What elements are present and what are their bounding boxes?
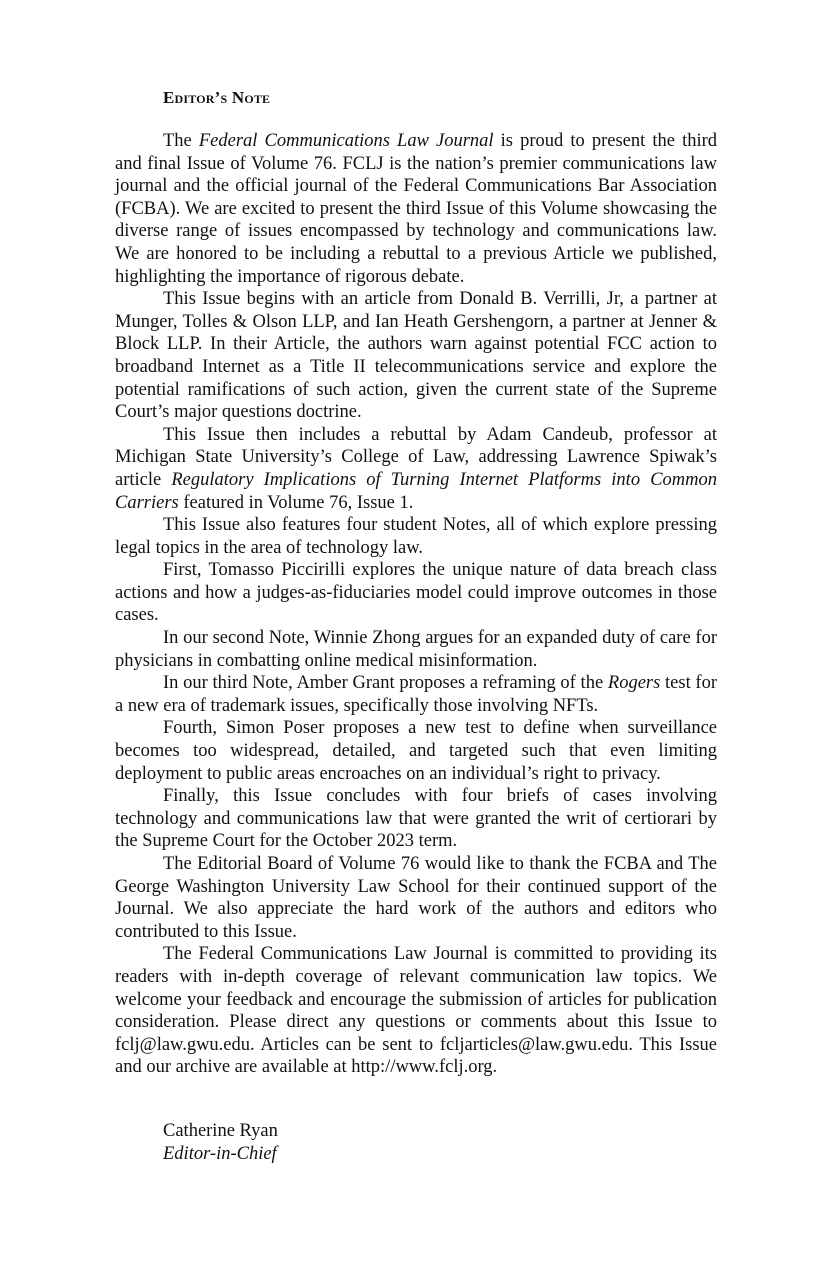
- paragraph-grant-rest: test for a new era of trademark issues, specifically those involving NFTs.: [115, 673, 718, 716]
- editors-note-page: [115, 86, 717, 1079]
- page-title: Editor’s Note: [163, 88, 271, 107]
- rogers-test-name: Rogers: [607, 673, 661, 694]
- journal-title: Federal Communications Law Journal: [198, 131, 494, 151]
- paragraph-intro-lead: The: [163, 131, 199, 151]
- note-body: [115, 130, 717, 1079]
- signature-block: [163, 1120, 278, 1166]
- paragraph-candeub-lead: This Issue then includes a rebuttal by Adam Candeub, professor at Michigan State University’s College of Law, addressing Lawrence Spiwak’s article: [115, 424, 717, 490]
- paragraph-candeub-rest: featured in Volume 76, Issue 1.: [178, 492, 414, 513]
- paragraph-verrilli-article: This Issue begins with an article from Donald B. Verrilli, Jr, a partner at Munger, Tolles & Olson LLP, and Ian Heath Gershengorn, a partner at Jenner & Block LLP. In their Article, the authors warn against potential FCC action to broadband Internet as a Title II telecommunications service and explore the potential ramifications of such action, given the current state of the Supreme Court’s major questions doctrine.: [115, 289, 717, 423]
- signature-name: Catherine Ryan: [163, 1121, 278, 1141]
- paragraph-intro: [115, 130, 717, 288]
- paragraph-case-briefs: Finally, this Issue concludes with four briefs of cases involving technology and communications law that were granted the writ of certiorari by the Supreme Court for the October 2023 term.: [115, 786, 717, 852]
- signature-title: Editor-in-Chief: [163, 1144, 277, 1164]
- paragraph-acknowledgments: The Editorial Board of Volume 76 would like to thank the FCBA and The George Washington University Law School for their continued support of the Journal. We also appreciate the hard work of the authors and editors who contributed to this Issue.: [115, 854, 717, 942]
- paragraph-zhong-note: In our second Note, Winnie Zhong argues for an expanded duty of care for physicians in combatting online medical misinformation.: [115, 628, 717, 671]
- paragraph-intro-rest: is proud to present the third and final Issue of Volume 76. FCLJ is the nation’s premier communications law journal and the official journal of the Federal Communications Bar Association (FCBA). We are excited to present the third Issue of this Volume showcasing the diverse range of issues encompassed by technology and communications law. We are honored to be including a rebuttal to a previous Article we published, highlighting the importance of rigorous debate.: [115, 131, 718, 287]
- paragraph-contact-info: The Federal Communications Law Journal is committed to providing its readers with in-depth coverage of relevant communication law topics. We welcome your feedback and encourage the submission of articles for publication consideration. Please direct any questions or comments about this Issue to fclj@law.gwu.edu. Articles can be sent to fcljarticles@law.gwu.edu. This Issue and our archive are available at http://www.fclj.org.: [115, 944, 717, 1078]
- paragraph-grant-lead: In our third Note, Amber Grant proposes a reframing of the: [163, 673, 608, 694]
- paragraph-candeub-rebuttal: [115, 424, 717, 514]
- spiwak-article-title: Regulatory Implications of Turning Internet Platforms into Common Carriers: [115, 469, 717, 513]
- paragraph-piccirilli-note: First, Tomasso Piccirilli explores the unique nature of data breach class actions and how a judges-as-fiduciaries model could improve outcomes in those cases.: [115, 560, 717, 626]
- paragraph-student-notes: This Issue also features four student Notes, all of which explore pressing legal topics in the area of technology law.: [115, 515, 717, 558]
- paragraph-grant-note: [115, 672, 717, 717]
- paragraph-poser-note: Fourth, Simon Poser proposes a new test to define when surveillance becomes too widespread, detailed, and targeted such that even limiting deployment to public areas encroaches on an individual’s right to privacy.: [115, 718, 717, 784]
